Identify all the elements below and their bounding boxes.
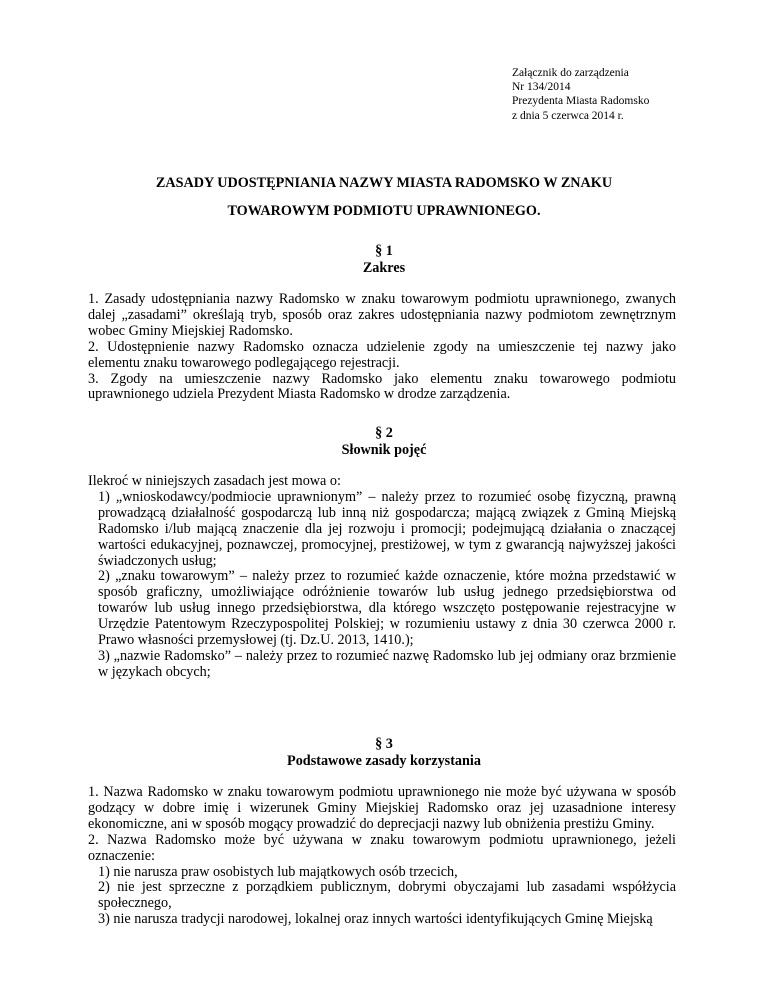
section-1-number: § 1 <box>375 243 393 259</box>
list-item: 2) nie jest sprzeczne z porządkiem publicznym, dobrymi obyczajami lub zasadami współżycia społecznego, <box>98 879 676 912</box>
annex-line: z dnia 5 czerwca 2014 r. <box>512 109 624 122</box>
paragraph: 1. Zasady udostępniania nazwy Radomsko w znaku towarowym podmiotu uprawnionego, zwanych dalej „zasadami” określają tryb, sposób oraz zakres udostępniania nazwy podmiotom zewnętrznym wobec Gminy Miejskiej Radomsko. <box>88 291 676 339</box>
section-2-body <box>88 474 676 681</box>
annex-line: Załącznik do zarządzenia <box>512 67 629 79</box>
paragraph: Ilekroć w niniejszych zasadach jest mowa o: <box>88 473 341 489</box>
document-title-line-1: ZASADY UDOSTĘPNIANIA NAZWY MIASTA RADOMSKO W ZNAKU <box>155 175 613 191</box>
section-2-heading: Słownik pojęć <box>341 442 427 458</box>
list-item: 2) „znaku towarowym” – należy przez to rozumieć każde oznaczenie, które można przedstawić w sposób graficzny, umożliwiające odróżnienie towarów lub usług jednego przedsiębiorstwa od towarów lub usług innego przedsiębiorstwa, dla którego wszczęto postępowanie rejestracyjne w Urzędzie Patentowym Rzeczypospolitej Polskiej; w rozumieniu ustawy z dnia 30 czerwca 2000 r. Prawo własności przemysłowej (tj. Dz.U. 2013, 1410.); <box>98 568 676 649</box>
paragraph: 2. Nazwa Radomsko może być używana w znaku towarowym podmiotu uprawnionego, jeżeli oznaczenie: <box>88 831 676 864</box>
annex-line: Nr 134/2014 <box>512 81 571 94</box>
section-1-body <box>88 292 676 403</box>
paragraph: 1. Nazwa Radomsko w znaku towarowym podmiotu uprawnionego nie może być używana w sposób godzący w dobre imię i wizerunek Gminy Miejskiej Radomsko oraz jej uzasadnione interesy ekonomiczne, ani w sposób mogący prowadzić do deprecjacji nazwy lub obniżenia prestiżu Gminy. <box>88 784 676 832</box>
list-item: 3) „nazwie Radomsko” – należy przez to rozumieć nazwę Radomsko lub jej odmiany oraz brzmienie w językach obcych; <box>98 647 676 680</box>
list-item: 3) nie narusza tradycji narodowej, lokalnej oraz innych wartości identyfikujących Gminę Miejską <box>98 911 653 928</box>
paragraph: 2. Udostępnienie nazwy Radomsko oznacza udzielenie zgody na umieszczenie tej nazwy jako elementu znaku towarowego podlegającego rejestracji. <box>88 338 676 371</box>
list-item: 1) nie narusza praw osobistych lub majątkowych osób trzecich, <box>98 863 458 880</box>
section-2-number: § 2 <box>375 425 393 441</box>
document-title-line-2: TOWAROWYM PODMIOTU UPRAWNIONEGO. <box>227 203 541 219</box>
paragraph: 3. Zgody na umieszczenie nazwy Radomsko jako elementu znaku towarowego podmiotu uprawnionego udziela Prezydent Miasta Radomsko w drodze zarządzenia. <box>88 370 676 403</box>
list-item: 1) „wnioskodawcy/podmiocie uprawnionym” – należy przez to rozumieć osobę fizyczną, prawną prowadzącą działalność gospodarczą lub inną niż gospodarcza; mającą związek z Gminą Miejską Radomsko i/lub mającą znaczenie dla jej rozwoju i promocji; podejmującą działania o znaczącej wartości edukacyjnej, poznawczej, promocyjnej, prestiżowej, w tym z gwarancją najwyższej jakości świadczonych usług; <box>98 488 676 569</box>
section-1-heading: Zakres <box>362 260 406 276</box>
annex-line: Prezydenta Miasta Radomsko <box>512 95 650 108</box>
section-3-body <box>88 785 676 928</box>
section-3-number: § 3 <box>375 736 393 752</box>
annex-note <box>512 66 649 123</box>
section-3-heading: Podstawowe zasady korzystania <box>287 753 481 769</box>
